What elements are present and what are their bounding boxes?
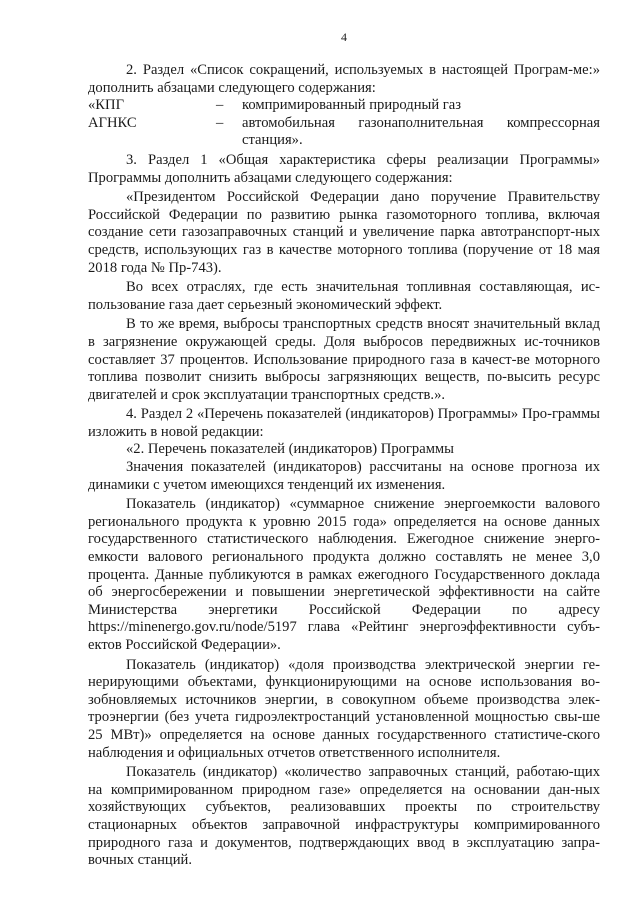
abbreviation-term: «КПГ: [88, 97, 125, 114]
item4-paragraph: Показатель (индикатор) «суммарное снижение энергоемкости валового регионального продукта к уровню 2015 года» определяется на основе данных государственного статистического наблюдения. Ежегодное снижение энерго-емкости валового регионального продукта должно составлять не менее 3,0 процента. Данные публикуются в рамках ежегодного Государственного доклада об энергосбережении и повышении энергетической эффективности на сайте Министерства энергетики Российской Федерации по адресу https://minenergo.gov.ru/node/5197 глава «Рейтинг энергоэффективности субъ-ектов Российской Федерации».: [88, 496, 600, 653]
item3-lead: 3. Раздел 1 «Общая характеристика сферы реализации Программы» Программы дополнить абзацами следующего содержания:: [88, 151, 600, 186]
item4-paragraph: Показатель (индикатор) «доля производства электрической энергии ге-нерирующими объектами, функционирующими на основе использования во-зобновляемых источников энергии, в совокупном объеме производства элек-троэнергии (без учета гидроэлектростанций установленной мощностью свы-ше 25 МВт)» определяется на основе данных государственного статистиче-ского наблюдения и официальных отчетов ответственного исполнителя.: [88, 656, 600, 761]
item4-paragraph: Значения показателей (индикаторов) рассчитаны на основе прогноза их динамики с учетом имеющихся тенденций их изменения.: [88, 459, 600, 493]
item3-paragraph: «Президентом Российской Федерации дано поручение Правительству Российской Федерации по развитию рынка газомоторного топлива, включая создание сети газозаправочных станций и увеличение парка автотранспорт-ных средств, использующих газ в качестве моторного топлива (поручение от 18 мая 2018 года № Пр-743).: [88, 189, 600, 276]
page-number: 4: [341, 30, 347, 44]
section2-heading: «2. Перечень показателей (индикаторов) Программы: [126, 441, 454, 458]
abbreviation-definition: автомобильная газонаполнительная компрессорная станция».: [242, 114, 600, 149]
item3-paragraph: Во всех отраслях, где есть значительная топливная составляющая, ис-пользование газа дает серьезный экономический эффект.: [88, 279, 600, 313]
abbreviation-row-agnks: [88, 115, 600, 150]
item2-lead: 2. Раздел «Список сокращений, используемых в настоящей Програм-ме:» дополнить абзацами следующего содержания:: [88, 62, 600, 96]
abbreviation-dash: –: [216, 97, 224, 114]
item4-paragraph: Показатель (индикатор) «количество заправочных станций, работаю-щих на компримированном природном газе» определяется на основании дан-ных хозяйствующих субъектов, реализовавших проекты по строительству стационарных объектов заправочной инфраструктуры компримированного природного газа и документов, подтверждающих ввод в эксплуатацию запра-вочных станций.: [88, 764, 600, 869]
item3-paragraph: В то же время, выбросы транспортных средств вносят значительный вклад в загрязнение окружающей среды. Доля выбросов передвижных ис-точников составляет 37 процентов. Использование природного газа в качест-ве моторного топлива позволит снизить выбросы загрязняющих веществ, по-высить ресурс двигателей и срок эксплуатации транспортных средств.».: [88, 316, 600, 403]
abbreviation-definition: компримированный природный газ: [242, 97, 462, 114]
abbreviation-term: АГНКС: [88, 114, 137, 131]
item4-lead: 4. Раздел 2 «Перечень показателей (индикаторов) Программы» Про-граммы изложить в новой редакции:: [88, 406, 600, 440]
abbreviation-dash: –: [216, 114, 224, 131]
abbreviation-row-kpg: [88, 97, 600, 115]
